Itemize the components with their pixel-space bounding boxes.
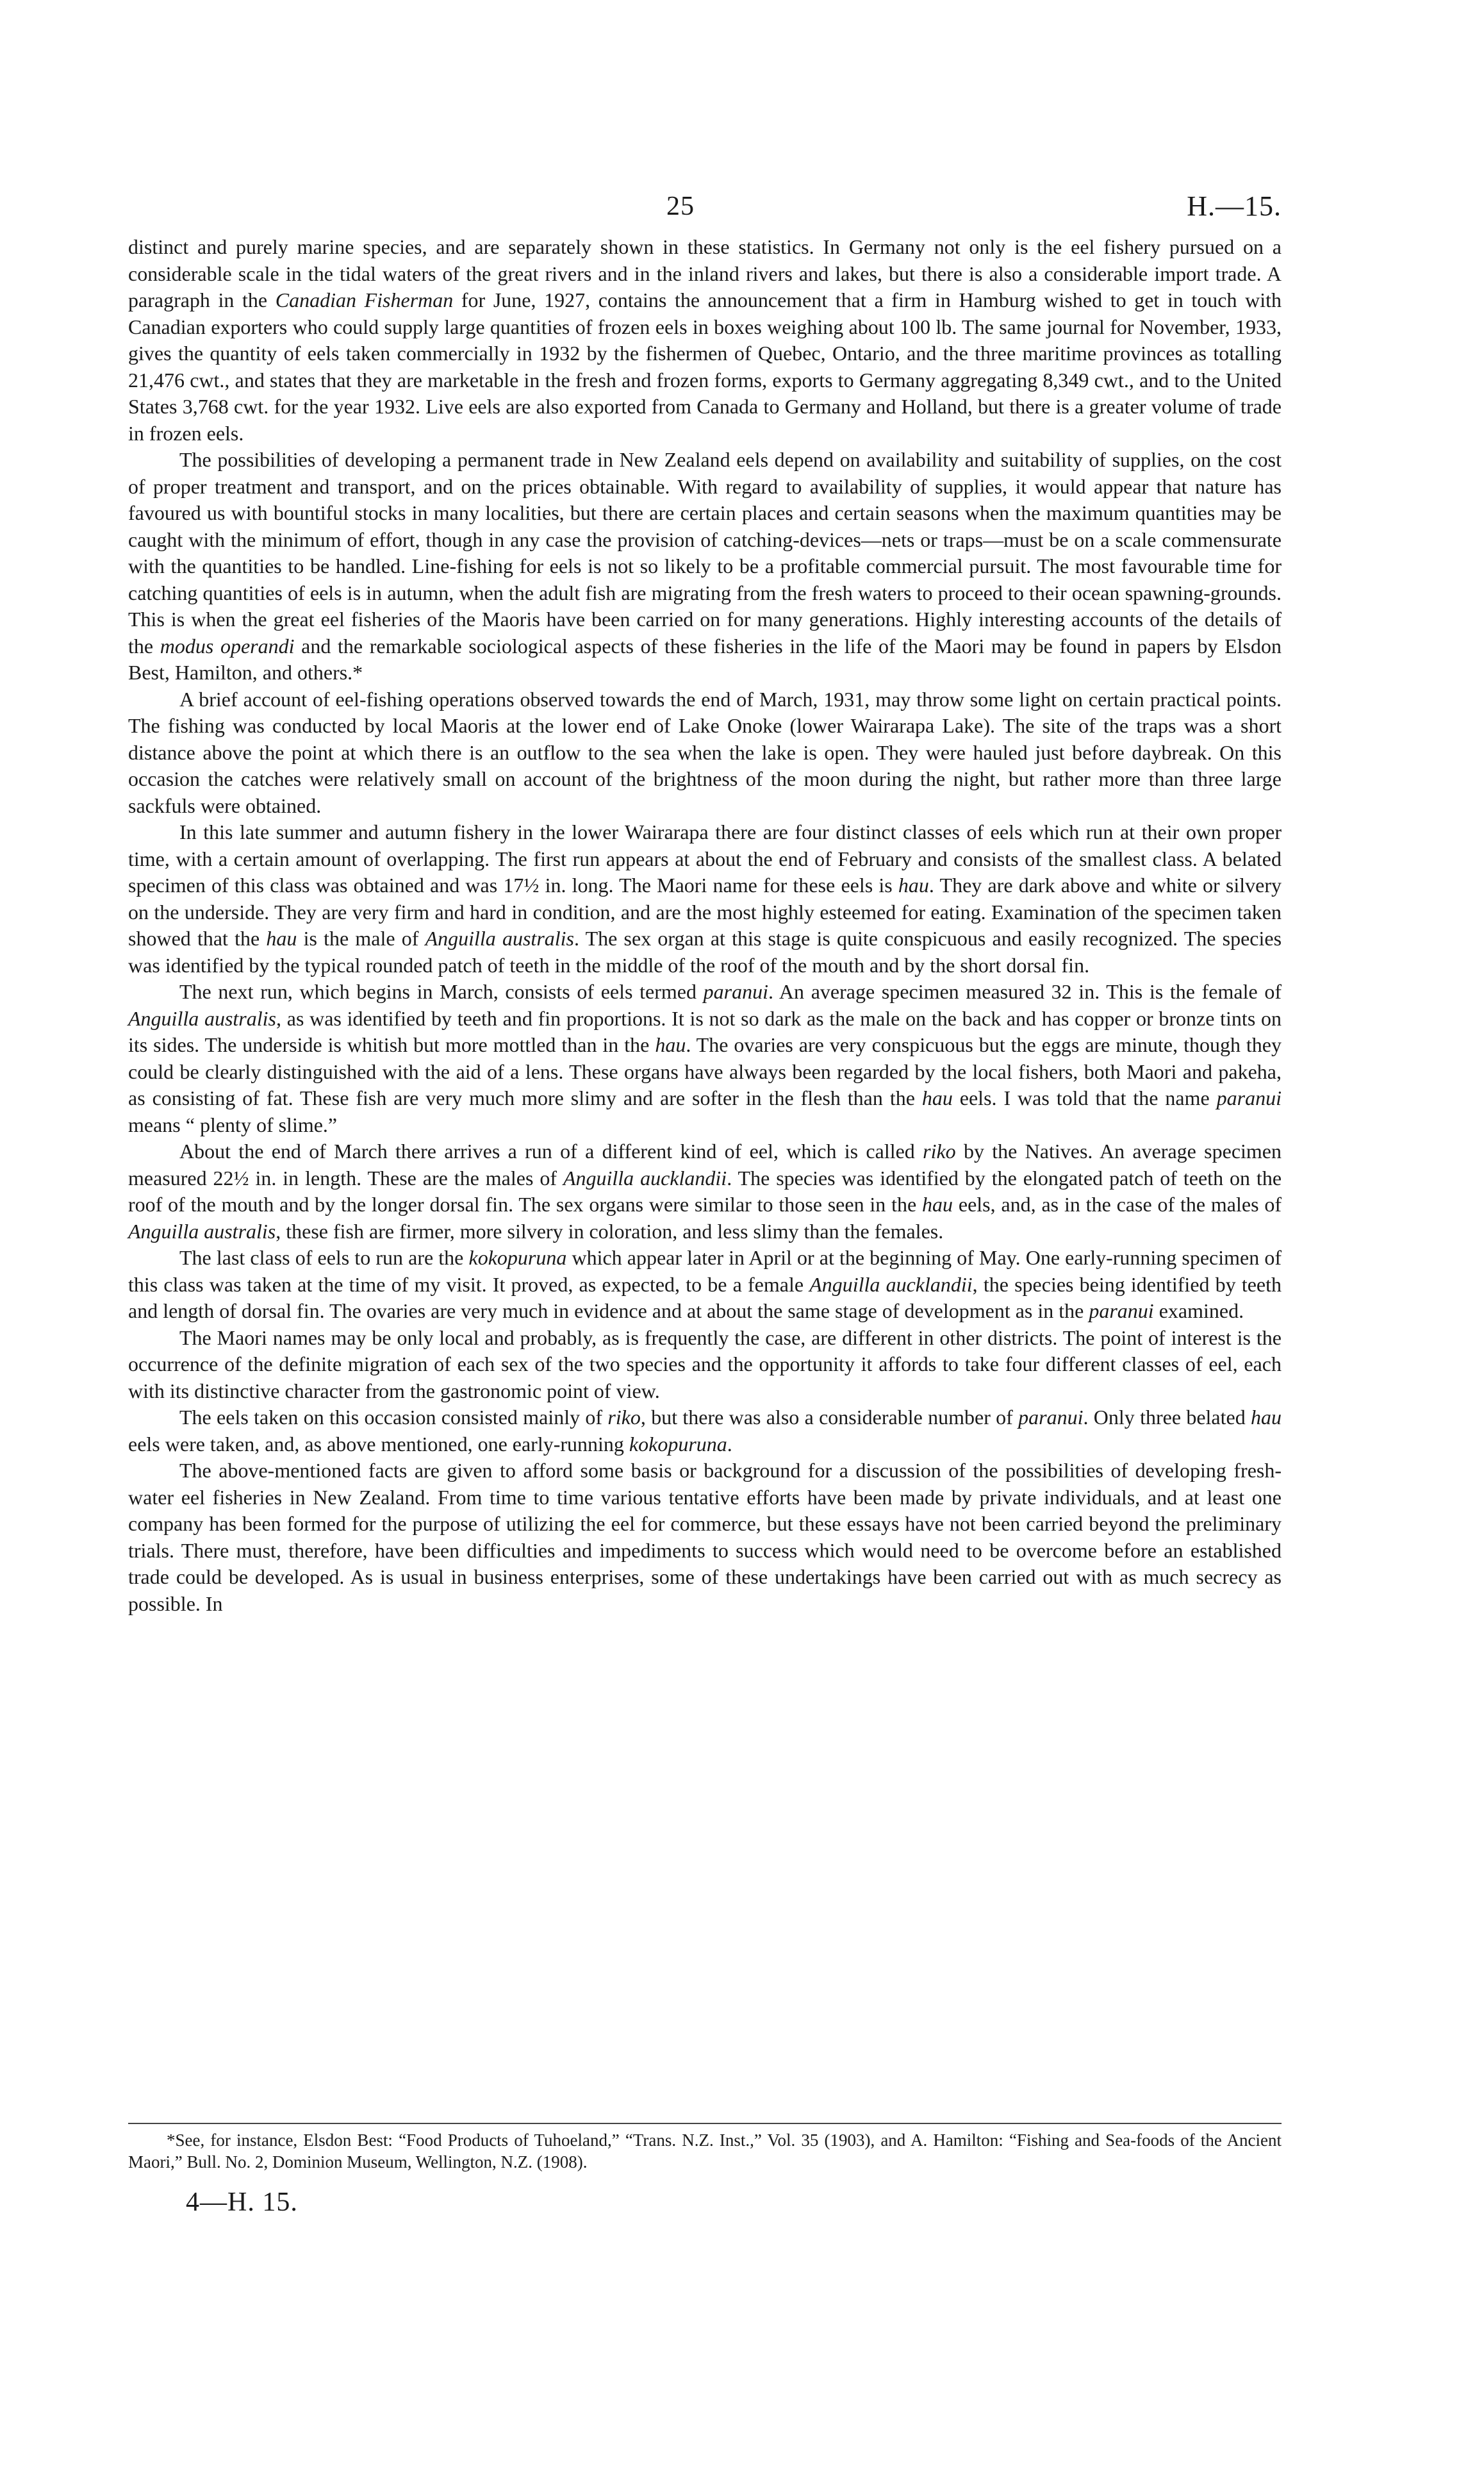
text-run: , as was identified by teeth and fin proportions. It is not so dark as the male on the back and has copper or bronze tints on its sides. The underside is whitish but more mottled than in the xyxy=(128,1006,1282,1056)
italic-term: Anguilla australis xyxy=(128,1006,276,1030)
paragraph xyxy=(128,1245,1282,1325)
text-run: The Maori names may be only local and probably, as is frequently the case, are different in other districts. The point of interest is the occurrence of the definite migration of each sex of the two species and the opportunity it affords to take four different classes of eel, each with its distinctive character from the gastronomic point of view. xyxy=(128,1325,1282,1402)
italic-term: paranui xyxy=(703,980,768,1003)
footnote: *See, for instance, Elsdon Best: “Food Products of Tuhoeland,” “Trans. N.Z. Inst.,” Vol. 35 (1903), and A. Hamilton: “Fishing and Sea-foods of the Ancient Maori,” Bull. No. 2, Dominion Museum, Wellington, N.Z. (1908). xyxy=(128,2131,1282,2172)
paragraph xyxy=(128,1404,1282,1458)
paragraph xyxy=(128,447,1282,686)
paragraph xyxy=(128,1138,1282,1245)
paragraph xyxy=(128,819,1282,979)
italic-term: hau xyxy=(921,1086,953,1109)
italic-term: hau xyxy=(898,874,929,897)
page-number: 25 xyxy=(666,192,695,221)
italic-term: paranui xyxy=(1216,1086,1282,1109)
italic-term: kokopuruna xyxy=(468,1246,567,1269)
text-run: . xyxy=(727,1432,732,1456)
text-run: . An average specimen measured 32 in. This is the female of xyxy=(768,980,1282,1003)
italic-term: modus operandi xyxy=(160,634,295,658)
body-text xyxy=(128,234,1282,1617)
text-run: . The ovaries are very conspicuous but the eggs are minute, though they could be clearly distinguished with the aid of a lens. These organs have always been regarded by the local fishers, both Maori and pakeha, as consisting of fat. These fish are very much more slimy and are softer in the flesh than the xyxy=(128,1033,1282,1109)
text-run: . The species was identified by the elongated patch of teeth on the roof of the mouth and by the longer dorsal fin. The sex organs were similar to those seen in the xyxy=(128,1166,1282,1216)
text-run: means “ plenty of slime.” xyxy=(128,1113,338,1136)
text-run: In this late summer and autumn fishery in the lower Wairarapa there are four distinct classes of eels which run at their own proper time, with a certain amount of overlapping. The first run appears at about the end of February and consists of the smallest class. A belated specimen of this class was obtained and was 17½ in. long. The Maori name for these eels is xyxy=(128,820,1282,897)
text-run: , these fish are firmer, more silvery in coloration, and less slimy than the females. xyxy=(276,1219,944,1243)
paragraph xyxy=(128,1458,1282,1617)
italic-term: riko xyxy=(607,1406,641,1429)
document-code: H.—15. xyxy=(1187,190,1282,222)
italic-term: Anguilla australis xyxy=(128,1219,276,1243)
text-run: examined. xyxy=(1153,1299,1244,1322)
italic-term: hau xyxy=(1251,1406,1282,1429)
text-run: . Only three belated xyxy=(1083,1406,1251,1429)
paragraph xyxy=(128,234,1282,447)
text-run: A brief account of eel-fishing operations observed towards the end of March, 1931, may throw some light on certain practical points. The fishing was conducted by local Maoris at the lower end of Lake Onoke (lower Wairarapa Lake). The site of the traps was a short distance above the point at which there is an outflow to the sea when the lake is open. They were hauled just before daybreak. On this occasion the catches were relatively small on account of the brightness of the moon during the night, but rather more than three large sackfuls were obtained. xyxy=(128,687,1282,817)
text-run: The eels taken on this occasion consisted mainly of xyxy=(179,1406,608,1429)
text-run: for June, 1927, contains the announcement that a firm in Hamburg wished to get in touch with Canadian exporters who could supply large quantities of frozen eels in boxes weighing about 100 lb. The same journal for November, 1933, gives the quantity of eels taken commercially in 1932 by the fishermen of Quebec, Ontario, and the three maritime provinces as totalling 21,476 cwt., and states that they are marketable in the fresh and frozen forms, exports to Germany aggregating 8,349 cwt., and to the United States 3,768 cwt. for the year 1932. Live eels are also exported from Canada to Germany and Holland, but there is a greater volume of trade in frozen eels. xyxy=(128,288,1282,445)
italic-term: hau xyxy=(266,927,297,950)
italic-term: hau xyxy=(922,1193,953,1216)
italic-term: Anguilla aucklandii xyxy=(563,1166,727,1190)
text-run: eels. I was told that the name xyxy=(952,1086,1217,1109)
italic-term: Anguilla aucklandii xyxy=(809,1272,973,1296)
paragraph xyxy=(128,686,1282,820)
printer-signature: 4—H. 15. xyxy=(186,2188,298,2217)
text-run: , but there was also a considerable number of xyxy=(640,1406,1019,1429)
page-header xyxy=(128,186,1282,224)
text-run: The above-mentioned facts are given to afford some basis or background for a discussion of the possibilities of developing fresh-water eel fisheries in New Zealand. From time to time various tentative efforts have been made by private individuals, and at least one company has been formed for the purpose of utilizing the eel for commerce, but these essays have not been carried beyond the preliminary trials. There must, therefore, have been difficulties and impediments to success which would need to be overcome before an established trade could be developed. As is usual in business enterprises, some of these undertakings have been carried out with as much secrecy as possible. In xyxy=(128,1459,1282,1615)
text-run: . The sex organ at this stage is quite conspicuous and easily recognized. The species was identified by the typical rounded patch of teeth in the middle of the roof of the mouth and by the short dorsal fin. xyxy=(128,927,1282,977)
text-run: eels, and, as in the case of the males of xyxy=(953,1193,1282,1216)
text-run: The last class of eels to run are the xyxy=(179,1246,469,1269)
text-run: and the remarkable sociological aspects of these fisheries in the life of the Maori may be found in papers by Elsdon Best, Hamilton, and others.* xyxy=(128,634,1282,684)
text-run: eels were taken, and, as above mentioned, one early-running xyxy=(128,1432,629,1456)
text-run: The possibilities of developing a permanent trade in New Zealand eels depend on availability and suitability of supplies, on the cost of proper treatment and transport, and on the prices obtainable. With regard to availability of supplies, it would appear that nature has favoured us with bountiful stocks in many localities, but there are certain places and certain seasons when the maximum quantities may be caught with the minimum of effort, though in any case the provision of catching-devices—nets or traps—must be on a scale commensurate with the quantities to be handled. Line-fishing for eels is not so likely to be a profitable commercial pursuit. The most favourable time for catching quantities of eels is in autumn, when the adult fish are migrating from the fresh waters to proceed to their ocean spawning-grounds. This is when the great eel fisheries of the Maoris have been carried on for many generations. Highly interesting accounts of the details of the xyxy=(128,448,1282,658)
italic-term: kokopuruna xyxy=(629,1432,727,1456)
italic-term: hau xyxy=(655,1033,686,1056)
text-run: by the Natives. An average specimen measured 22½ in. in length. These are the males of xyxy=(128,1140,1282,1190)
text-run: , the species being identified by teeth and length of dorsal fin. The ovaries are very much in evidence and at about the same stage of development as in the xyxy=(128,1272,1282,1322)
text-run: distinct and purely marine species, and are separately shown in these statistics. In Germany not only is the eel fishery pursued on a considerable scale in the tidal waters of the great rivers and in the inland rivers and lakes, but there is also a considerable import trade. A paragraph in the xyxy=(128,235,1282,311)
italic-term: paranui xyxy=(1018,1406,1084,1429)
footnote-divider xyxy=(128,2123,1282,2124)
text-run: which appear later in April or at the beginning of May. One early-running specimen of this class was taken at the time of my visit. It proved, as expected, to be a female xyxy=(128,1246,1282,1296)
text-run: . They are dark above and white or silvery on the underside. They are very firm and hard in condition, and are the most highly esteemed for eating. Examination of the specimen taken showed that the xyxy=(128,874,1282,950)
text-run: is the male of xyxy=(297,927,425,950)
paragraph xyxy=(128,1325,1282,1405)
italic-term: Canadian Fisherman xyxy=(275,288,454,311)
italic-term: Anguilla australis xyxy=(425,927,575,950)
italic-term: riko xyxy=(923,1140,956,1163)
paragraph xyxy=(128,979,1282,1138)
text-run: The next run, which begins in March, consists of eels termed xyxy=(179,980,704,1003)
text-run: About the end of March there arrives a run of a different kind of eel, which is called xyxy=(179,1140,923,1163)
italic-term: paranui xyxy=(1089,1299,1154,1322)
